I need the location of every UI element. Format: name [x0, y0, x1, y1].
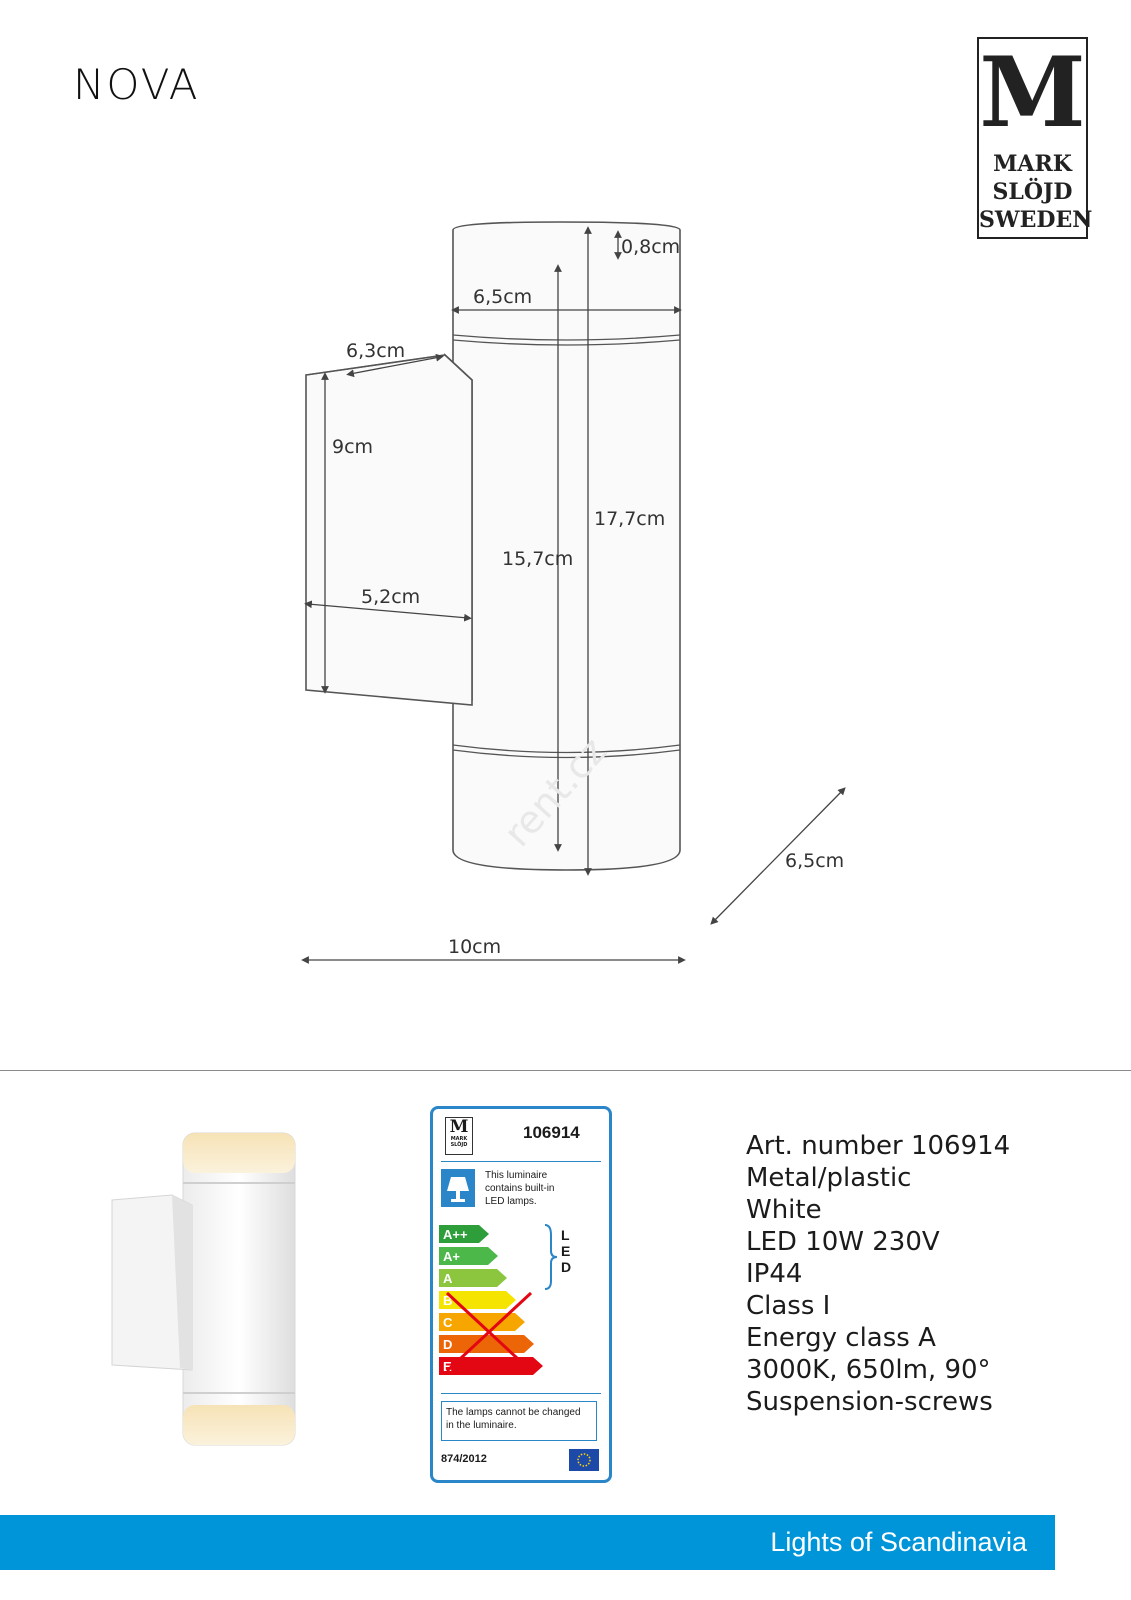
label-note: [441, 1401, 597, 1441]
spec-line: Energy class A: [746, 1323, 936, 1353]
label-rule-1: [441, 1161, 601, 1162]
energy-class-label: A: [443, 1271, 453, 1286]
label-info-line-3: LED lamps.: [485, 1196, 537, 1207]
label-logo-text-1: MARK: [450, 1136, 468, 1142]
energy-class-bar: [439, 1313, 525, 1331]
spec-line: Art. number 106914: [746, 1131, 1011, 1161]
dim-body-height: 15,7cm: [502, 548, 574, 570]
product-photo: [100, 1125, 310, 1455]
spec-line: White: [746, 1195, 822, 1225]
label-info-line-2: contains built-in: [485, 1183, 555, 1194]
section-divider: [0, 1070, 1131, 1071]
dim-top-cap: 0,8cm: [621, 236, 681, 258]
spec-line: LED 10W 230V: [746, 1227, 940, 1257]
label-info-line-1: This luminaire: [485, 1170, 548, 1181]
logo-line-1: MARK: [993, 151, 1072, 177]
bracket-front: [306, 355, 472, 705]
energy-class-bar: [439, 1291, 516, 1309]
label-info: [485, 1169, 554, 1208]
energy-class-bar: [439, 1269, 507, 1287]
logo-line-3: SWEDEN: [979, 207, 1093, 233]
watermark: rent.cz: [495, 728, 615, 856]
energy-scale: [439, 1221, 607, 1381]
label-logo: [445, 1117, 473, 1155]
led-letter-d: D: [561, 1259, 572, 1275]
label-note-line-2: in the luminaire.: [446, 1420, 517, 1431]
logo-mark: M: [979, 36, 1086, 149]
energy-class-label: C: [443, 1315, 453, 1330]
led-letter-e: E: [561, 1243, 571, 1259]
dim-total-height: 17,7cm: [594, 508, 666, 530]
energy-class-bar: [439, 1335, 534, 1353]
label-rule-2: [441, 1393, 601, 1394]
logo-line-2: SLÖJD: [992, 179, 1073, 205]
led-letters: [561, 1227, 571, 1275]
energy-class-label: A+: [443, 1249, 460, 1264]
label-note-line-1: The lamps cannot be changed: [446, 1407, 581, 1418]
energy-class-label: E: [443, 1359, 452, 1374]
spec-line: Metal/plastic: [746, 1163, 912, 1193]
dim-bracket-width: 5,2cm: [361, 586, 421, 608]
lamp-icon: [441, 1169, 475, 1207]
label-regulation: 874/2012: [441, 1453, 487, 1465]
energy-class-bar: [439, 1225, 489, 1243]
product-title: NOVA: [73, 60, 200, 109]
led-letter-l: L: [561, 1227, 570, 1243]
dim-bracket-depth: 6,3cm: [346, 340, 406, 362]
eu-flag-icon: [569, 1449, 599, 1471]
dim-total-width: 10cm: [448, 936, 502, 958]
dim-bracket-height: 9cm: [332, 436, 374, 458]
energy-class-label: A++: [443, 1227, 468, 1242]
footer-tagline: Lights of Scandinavia: [770, 1527, 1027, 1557]
spec-list: [746, 1130, 1010, 1418]
label-article-number: 106914: [523, 1123, 580, 1142]
energy-class-label: B: [443, 1293, 453, 1308]
energy-class-label: D: [443, 1337, 453, 1352]
energy-label: [430, 1106, 612, 1483]
label-logo-text-2: SLÖJD: [450, 1142, 468, 1148]
dim-depth: 6,5cm: [785, 850, 845, 872]
spec-line: IP44: [746, 1259, 803, 1289]
energy-class-bar: [439, 1247, 498, 1265]
spec-line: 3000K, 650lm, 90°: [746, 1355, 991, 1385]
spec-line: Suspension-screws: [746, 1387, 993, 1417]
footer-bar: [0, 1515, 1055, 1570]
dim-cylinder-width: 6,5cm: [473, 286, 533, 308]
label-logo-mark: M: [449, 1117, 469, 1137]
spec-line: Class I: [746, 1291, 831, 1321]
